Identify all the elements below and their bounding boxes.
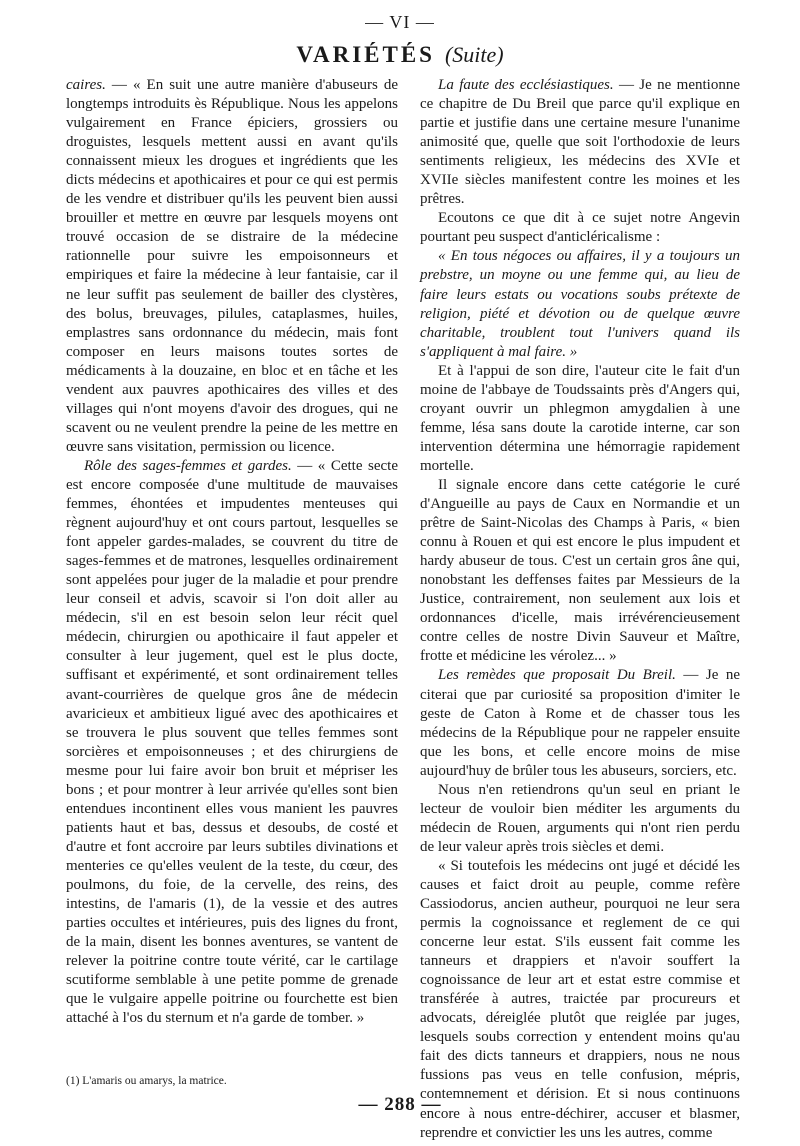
paragraph (66, 457, 398, 1028)
paragraph: Il signale encore dans cette catégorie le curé d'Angueille au pays de Caux en Normandie et un prêtre de Saint-Nicolas des Champs à Paris, « bien connu à Rouen et qui est encore le plus impudent et hardy abuseur de tous. C'est un certain gros âne qui, nonobstant les deffenses faites par Messieurs de la Justice, contrairement, non seulement aux lois et ordonnances d'icelle, mais irrévérencieusement contre celles de nostre Divin Sauveur et Maître, frotte et médicine les vérolez... » (420, 476, 740, 665)
right-column (420, 76, 740, 1143)
paragraph-text: — « Cette secte est encore composée d'une multitude de mauvaises femmes, éhontées et impudentes menteuses qui règnent aujourd'huy et ont cours partout, lesquelles se font appeler gardes-malades, se couvrent du titre de sages-femmes et de matrones, lesquelles ordinairement sont appelées pour juger de la maladie et pour prendre leur conseil et advis, scavoir si l'on doit aller au médecin, s'il en est besoin selon leur récit quel médecin, chirurgien ou apothicaire il faut appeler et consulter à leur jugement, quel est le plus docte, suffisant et expérimenté, et sont ordinairement telles avant-courrières de quelque gros âne de médecin avaricieux et ambitieux ligué avec des apothicaires et se trouvera le plus souvent que telles femmes sont sorcières et empoisonneuses ; et des chirurgiens de mesme pour lui faire avoir bon bruit et mépriser les bons ; et pour montrer à leur arrivée qu'elles sont bien entendues incontinent elles vous manient les pauvres patients haut et bas, dessus et desoubs, de costé et d'autre et font accroire par leurs subtiles divinations et menteries ce qu'elles veulent de la teste, du cœur, des poulmons, du foie, de la cervelle, des reins, des intestins, de l'amaris (1), de la vessie et des autres parties occultes et intérieures, puis des lignes du front, de la main, disent les bonnes aventures, se vantent de relever la poitrine contre toute vérité, car le cartilage scutiforme semblable à une petite pomme de grenade que le vulgaire appelle poitrine ou fourchette est bien attaché à l'os du sternum et n'a garde de tomber. » (66, 457, 398, 1027)
section-number: — VI — (365, 12, 435, 32)
paragraph-lead: Les remèdes que proposait Du Breil. (438, 667, 676, 684)
paragraph (420, 666, 740, 780)
paragraph-lead: caires. (66, 77, 106, 93)
paragraph (66, 76, 398, 457)
header-suite: (Suite) (444, 42, 504, 67)
paragraph: Nous n'en retiendrons qu'un seul en priant le lecteur de vouloir bien méditer les arguments du médecin de Rouen, arguments qui n'ont rien perdu de leur valeur après trois siècles et demi. (420, 781, 740, 855)
paragraph: Ecoutons ce que dit à ce sujet notre Angevin pourtant peu suspect d'anticléricalisme : (420, 210, 740, 246)
paragraph-text: — Je ne mentionne ce chapitre de Du Breil que parce qu'il explique en partie et justifie dans une certaine mesure l'unanime animosité que, quelle que soit l'orthodoxie de leurs sentiments religieux, les médecins des XVIe et XVIIe siècles manifestent contre les moines et les prêtres. (420, 77, 740, 208)
left-column (66, 76, 398, 1028)
quote-paragraph: « En tous négoces ou affaires, il y a toujours un prebstre, un moyne ou une femme qui, au lieu de faire leurs estats ou vocations soubs prétexte de religion, piété et dévotion ou de quelque œuvre charitable, troublent tout l'univers quand ils s'appliquent à mal faire. » (420, 248, 740, 360)
paragraph-text: — Je ne citerai que par curiosité sa proposition d'imiter le geste de Caton à Rome et de chasser tous les médecins de la République pour ne rappeler ensuite que les bons, et celle encore moins de mise aujourd'huy de brûler tous les abuseurs, sorciers, etc. (420, 667, 741, 779)
page-number: — 288 — (358, 1094, 442, 1115)
paragraph-lead: Rôle des sages-femmes et gardes. (84, 457, 292, 474)
footnote: (1) L'amaris ou amarys, la matrice. (66, 1075, 227, 1087)
header-title: VARIÉTÉS (296, 42, 435, 67)
paragraph-text: — « En suit une autre manière d'abuseurs de longtemps introduits ès République. Nous les appelons vulgairement en France épiciers, grossiers ou droguistes, lesquels mettent aussi en avant qu'ils connaissent mieux les drogues et ingrédients que les dicts médecins et apothicaires et pour ce qui est permis de les vendre et distribuer qu'ils les peuvent bien aussi brouiller et mettre en œuvre par lesquels moyens ont trouvé occasion de se distraire de la médecine rationnelle pour suivre les empoisonneurs et empiriques et faire la médecine à leur fantaisie, car il ne leur suffit pas seulement de bailler des clystères, des bolus, breuvages, pilules, cataplasmes, huiles, emplastres sans ordonnance du médecin, mais font composer en leurs maisons toutes sortes de médicaments à la douzaine, en bloc et en tâche et les vendent aux pauvres apothicaires des villes et des villages qui n'ont moyens d'avoir des drogues, qui ne scavent ou ne veulent prendre la peine de les mettre en œuvre sans visitation, permission ou licence. (66, 77, 398, 455)
paragraph-lead: La faute des ecclésiastiques. (438, 77, 614, 93)
paragraph: Et à l'appui de son dire, l'auteur cite le fait d'un moine de l'abbaye de Toudssaints près d'Angers qui, croyant ouvrir un phlegmon amygdalien à une femme, lésa sans doute la carotide interne, car son intervention détermina une hémorragie rapidement mortelle. (420, 362, 740, 474)
paragraph: « Si toutefois les médecins ont jugé et décidé les causes et faict droit au peuple, comme refère Cassiodorus, ancien autheur, pourquoi ne leur sera permis la cognoissance et reglement de ce qui concerne leur estat. S'ils eussent fait comme les tanneurs et drappiers et n'avoir souffert la cognoissance de leur art et estat estre commise et transférée à autres, traictée par procureurs et advocats, déreiglée plutôt que reiglée par juges, lesquels soubs correction y entendent moins qu'au fait des dicts tanneurs et drappiers, nous ne nous fussions pas veus en telle confusion, mépris, contemnement et dérision. Et si nous continuons encore à nous entre-déchirer, accuser et blasmer, reprendre et convictier les uns les autres, comme (420, 857, 740, 1141)
page-header (0, 42, 800, 68)
paragraph (420, 76, 740, 209)
